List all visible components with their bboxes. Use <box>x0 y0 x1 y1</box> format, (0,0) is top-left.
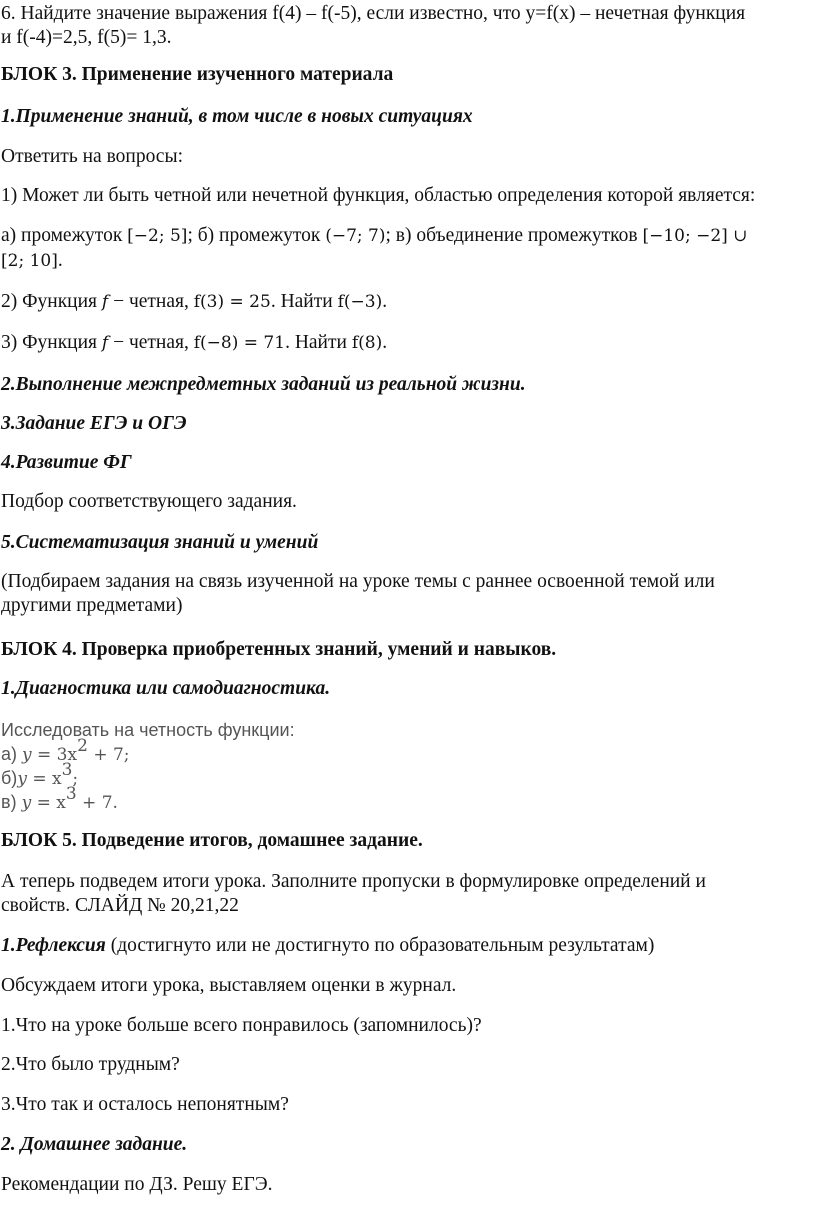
q1a-prefix: а) промежуток <box>1 225 128 246</box>
block5-intro2: свойств. СЛАЙД № 20,21,22 <box>1 895 239 916</box>
q2-eq: f(3) = 25 <box>193 292 271 312</box>
reflection-note: (достигнуто или не достигнуто по образовательным результатам) <box>105 935 655 956</box>
block3-sub1: 1.Применение знаний, в том числе в новых ситуациях <box>1 106 473 127</box>
q2-find: . Найти <box>270 291 338 312</box>
block3-sub2: 2.Выполнение межпредметных заданий из реальной жизни. <box>1 374 526 395</box>
discuss: Обсуждаем итоги урока, выставляем оценки в журнал. <box>1 975 457 996</box>
q3-end: . <box>382 332 388 353</box>
q2-prefix: 2) Функция <box>1 291 102 312</box>
problem6-line1: 6. Найдите значение выражения f(4) – f(-5), если известно, что y=f(x) – нечетная функция <box>1 3 746 24</box>
block4-heading: БЛОК 4. Проверка приобретенных знаний, умений и навыков. <box>1 639 557 660</box>
answer-questions: Ответить на вопросы: <box>1 146 183 167</box>
q3-f: f <box>101 333 109 353</box>
question-1-options-cont <box>1 249 63 273</box>
item-c-y: y <box>21 793 32 813</box>
reflection-q3: 3.Что так и осталось непонятным? <box>1 1094 289 1115</box>
block4-task: Исследовать на четность функции: <box>1 720 295 740</box>
q2-f: f <box>101 292 109 312</box>
block3-sub4: 4.Развитие ФГ <box>1 452 132 473</box>
question-1: 1) Может ли быть четной или нечетной функция, областью определения которой является: <box>1 185 756 206</box>
question-2 <box>1 290 387 314</box>
item-a-label: а) <box>1 744 23 764</box>
block4-item-c <box>1 784 118 815</box>
q1c-cont: [2; 10] <box>1 251 58 271</box>
block5-heading: БЛОК 5. Подведение итогов, домашнее задание. <box>1 830 423 851</box>
block4-sub1: 1.Диагностика или самодиагностика. <box>1 678 331 699</box>
item-b-tail: ; <box>72 769 79 789</box>
block3-heading: БЛОК 3. Применение изученного материала <box>1 64 394 85</box>
item-b-label: б) <box>1 768 18 788</box>
problem6-line2: и f(-4)=2,5, f(5)= 1,3. <box>1 27 172 48</box>
item-a-exp: 2 <box>77 736 88 756</box>
reflection-title: 1.Рефлексия <box>1 935 106 956</box>
q1b-math: (−7; 7) <box>325 226 386 246</box>
item-b-math: = x <box>26 769 62 789</box>
block3-sub5-line1: (Подбираем задания на связь изученной на уроке темы с раннее освоенной темой или <box>1 571 715 592</box>
item-c-exp: 3 <box>65 784 77 804</box>
item-b-y: y <box>17 769 27 789</box>
item-a-y: y <box>22 745 32 765</box>
q2-mid: − четная, <box>108 291 194 312</box>
q2-end: . <box>382 291 388 312</box>
q1c-math: [−10; −2] ∪ <box>642 226 748 246</box>
block3-sub4-text: Подбор соответствующего задания. <box>1 491 297 512</box>
q3-prefix: 3) Функция <box>1 332 102 353</box>
item-a-tail: + 7; <box>87 745 130 765</box>
q1b-prefix: ; б) промежуток <box>187 225 326 246</box>
item-c-tail: + 7. <box>76 793 118 813</box>
homework-text: Рекомендации по ДЗ. Решу ЕГЭ. <box>1 1174 273 1195</box>
q1c-prefix: ; в) объединение промежутков <box>385 225 643 246</box>
question-1-options <box>1 224 747 248</box>
block3-sub5-line2: другими предметами) <box>1 595 183 616</box>
homework-title: 2. Домашнее задание. <box>1 1134 188 1155</box>
q1c-end: . <box>57 250 63 271</box>
q2-target: f(−3) <box>337 292 383 312</box>
item-c-math: = x <box>31 793 66 813</box>
item-c-label: в) <box>1 792 22 812</box>
reflection-q2: 2.Что было трудным? <box>1 1054 180 1075</box>
question-3 <box>1 331 387 355</box>
block3-sub3: 3.Задание ЕГЭ и ОГЭ <box>1 413 187 434</box>
block5-intro1: А теперь подведем итоги урока. Заполните пропуски в формулировке определений и <box>1 871 706 892</box>
reflection-q1: 1.Что на уроке больше всего понравилось (запомнилось)? <box>1 1015 482 1036</box>
item-b-exp: 3 <box>61 760 73 780</box>
q3-target: f(8) <box>351 333 383 353</box>
reflection <box>1 934 654 958</box>
q3-eq: f(−8) = 71 <box>193 333 286 353</box>
item-a-math: = 3x <box>31 745 78 765</box>
q3-mid: − четная, <box>108 332 194 353</box>
q3-find: . Найти <box>285 332 352 353</box>
q1a-math: [−2; 5] <box>127 226 188 246</box>
block3-sub5: 5.Систематизация знаний и умений <box>1 532 319 553</box>
